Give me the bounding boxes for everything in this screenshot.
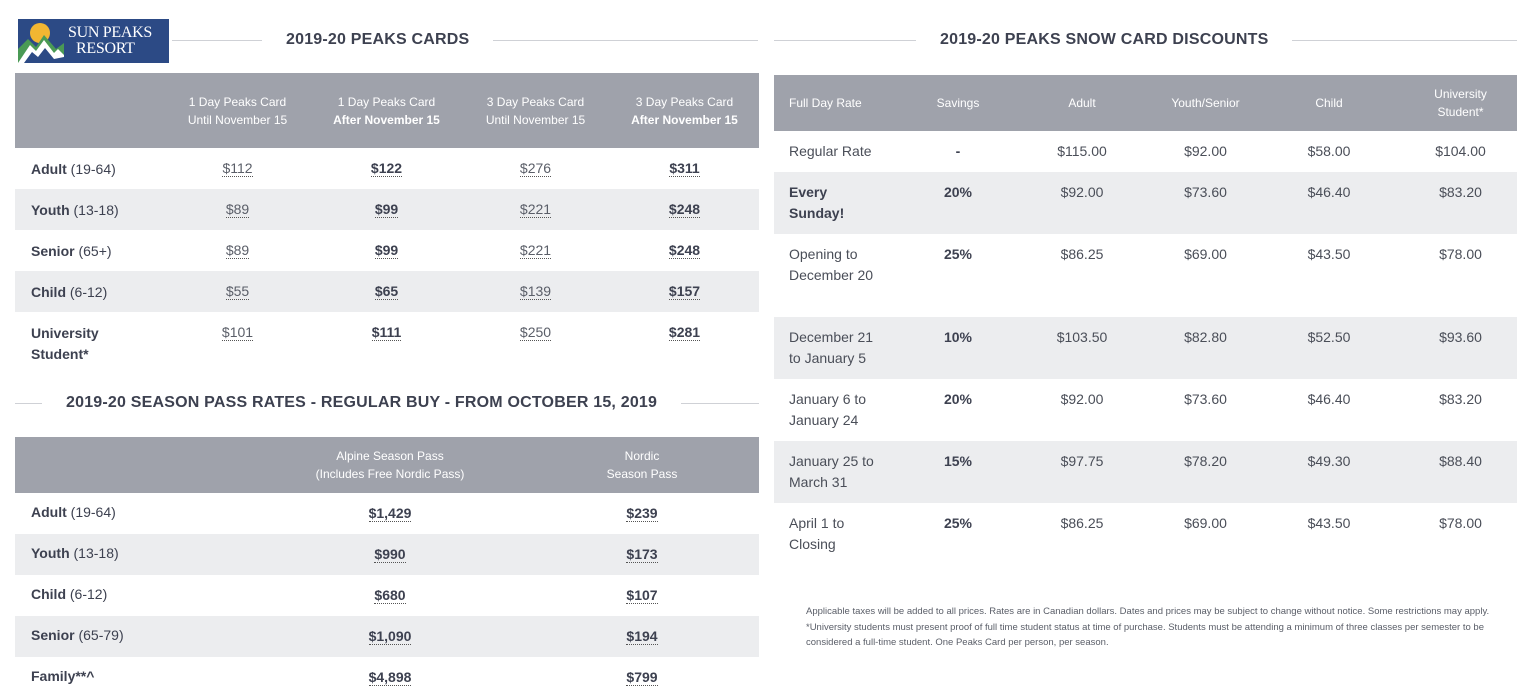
price-value[interactable]: $248	[668, 242, 701, 258]
price-value[interactable]: $221	[519, 242, 552, 258]
season-pass-title: 2019-20 SEASON PASS RATES - REGULAR BUY - FROM OCTOBER 15, 2019	[66, 394, 658, 411]
price-cell: $78.00	[1439, 515, 1482, 531]
table-row	[15, 148, 759, 189]
rate-period: Every Sunday!	[774, 172, 909, 234]
row-range: (13-18)	[73, 202, 119, 218]
peaks-cards-header	[172, 31, 758, 49]
price-cell: $104.00	[1435, 143, 1486, 159]
price-cell	[610, 148, 759, 189]
col-1day-until: 1 Day Peaks Card Until November 15	[163, 73, 312, 148]
logo-text	[68, 25, 152, 57]
row-label	[15, 575, 255, 616]
price-cell	[525, 534, 759, 575]
col-alpine: Alpine Season Pass (Includes Free Nordic Pass)	[255, 437, 525, 493]
price-value[interactable]: $1,090	[368, 628, 412, 644]
mountain-logo-icon	[18, 19, 64, 63]
savings-cell: 20%	[943, 391, 973, 407]
price-cell	[255, 616, 525, 657]
snow-card-header-row	[774, 75, 1517, 131]
logo-line1: SUN PEAKS	[68, 24, 152, 41]
divider	[493, 40, 758, 41]
rate-period: January 6 to January 24	[789, 391, 867, 428]
price-value[interactable]: $173	[626, 546, 658, 562]
price-cell	[255, 493, 525, 534]
row-label	[15, 189, 163, 230]
price-value[interactable]: $276	[519, 160, 552, 176]
col-full-day-rate: Full Day Rate	[774, 75, 909, 131]
price-value[interactable]: $250	[519, 324, 552, 340]
table-row	[774, 317, 1517, 379]
snow-card-title: 2019-20 PEAKS SNOW CARD DISCOUNTS	[940, 31, 1269, 48]
col-3day-after: 3 Day Peaks Card After November 15	[610, 73, 759, 148]
price-cell: $97.75	[1007, 441, 1157, 503]
price-value[interactable]: $139	[519, 283, 552, 299]
col-youth-senior: Youth/Senior	[1157, 75, 1254, 131]
price-value[interactable]: $680	[374, 587, 406, 603]
price-value[interactable]: $4,898	[368, 669, 412, 685]
row-range: (65+)	[78, 243, 112, 259]
price-cell	[461, 230, 610, 271]
price-cell	[312, 148, 461, 189]
price-cell: $46.40	[1307, 391, 1351, 407]
table-row	[15, 271, 759, 312]
price-value[interactable]: $281	[668, 324, 701, 340]
row-label	[15, 493, 255, 534]
price-cell: $69.00	[1184, 246, 1227, 262]
col-child: Child	[1254, 75, 1404, 131]
price-cell	[525, 657, 759, 698]
col-1day-after: 1 Day Peaks Card After November 15	[312, 73, 461, 148]
divider	[681, 403, 759, 404]
row-name: Youth	[31, 202, 70, 218]
price-cell: $46.40	[1254, 172, 1404, 234]
table-row	[774, 441, 1517, 503]
price-cell	[610, 271, 759, 312]
row-label	[15, 657, 255, 698]
price-cell	[461, 312, 610, 368]
price-cell: $92.00	[1007, 172, 1157, 234]
price-value[interactable]: $990	[374, 546, 406, 562]
rate-period: January 25 to March 31	[774, 441, 909, 503]
row-name: Senior	[31, 243, 75, 259]
row-label	[15, 616, 255, 657]
price-value[interactable]: $221	[519, 201, 552, 217]
row-label	[15, 148, 163, 189]
peaks-cards-header-row	[15, 73, 759, 148]
price-cell	[163, 189, 312, 230]
table-row	[15, 230, 759, 271]
price-cell: $92.00	[1060, 391, 1104, 407]
price-cell	[525, 575, 759, 616]
row-name: Adult	[31, 504, 67, 520]
price-cell	[525, 616, 759, 657]
table-row	[15, 616, 759, 657]
price-cell	[312, 230, 461, 271]
price-cell	[525, 493, 759, 534]
price-cell: $78.20	[1157, 441, 1254, 503]
row-label	[15, 230, 163, 271]
price-cell	[610, 230, 759, 271]
price-value[interactable]: $99	[374, 242, 399, 258]
col-savings: Savings	[909, 75, 1007, 131]
row-name: University Student*	[31, 325, 99, 362]
price-cell: $88.40	[1404, 441, 1517, 503]
price-cell: $69.00	[1184, 515, 1227, 531]
row-range: (19-64)	[70, 161, 116, 177]
rate-period: Opening to December 20	[789, 246, 874, 283]
row-name: Senior	[31, 627, 75, 643]
price-value[interactable]: $311	[669, 160, 700, 176]
row-range: (65-79)	[78, 627, 124, 643]
price-cell: $103.50	[1007, 317, 1157, 379]
price-cell: $43.50	[1307, 246, 1351, 262]
row-label	[15, 534, 255, 575]
price-cell	[163, 312, 312, 368]
price-cell	[312, 189, 461, 230]
table-row	[15, 312, 759, 368]
savings-cell: -	[955, 143, 961, 159]
row-range: (19-64)	[70, 504, 116, 520]
price-cell	[255, 534, 525, 575]
peaks-cards-title: 2019-20 PEAKS CARDS	[286, 31, 470, 48]
price-cell: $78.00	[1439, 246, 1482, 262]
price-cell	[610, 189, 759, 230]
corner-cell	[15, 437, 255, 493]
price-cell	[461, 148, 610, 189]
price-value[interactable]: $99	[374, 201, 399, 217]
table-row	[15, 493, 759, 534]
table-row	[774, 172, 1517, 234]
sun-peaks-logo[interactable]	[18, 19, 169, 63]
table-row	[774, 379, 1517, 441]
row-range: (13-18)	[73, 545, 119, 561]
table-row	[774, 503, 1517, 565]
footnote: Applicable taxes will be added to all prices. Rates are in Canadian dollars. Dates and prices may be subject to change without notice. Some restrictions may apply. *University students must present proof of full time student status at time of purchase. Students must be attending a minimum of three classes per semester to be considered a full-time student. One Peaks Card per person, per season.	[806, 606, 1490, 648]
price-cell	[163, 230, 312, 271]
table-row	[774, 234, 1517, 317]
peaks-cards-table	[15, 73, 759, 368]
price-cell: $43.50	[1307, 515, 1351, 531]
row-label	[15, 312, 163, 368]
price-value[interactable]: $112	[222, 160, 253, 176]
price-value[interactable]: $107	[626, 587, 658, 603]
price-value[interactable]: $55	[225, 283, 250, 299]
col-adult: Adult	[1007, 75, 1157, 131]
snow-card-header	[774, 31, 1517, 49]
col-3day-until: 3 Day Peaks Card Until November 15	[461, 73, 610, 148]
price-value[interactable]: $65	[374, 283, 399, 299]
savings-cell: 10%	[909, 317, 1007, 379]
price-cell: $73.60	[1157, 172, 1254, 234]
price-cell: $92.00	[1184, 143, 1227, 159]
price-cell	[312, 312, 461, 368]
price-value[interactable]: $194	[626, 628, 658, 644]
price-cell	[461, 189, 610, 230]
logo-line2: RESORT	[76, 40, 135, 57]
corner-cell	[15, 73, 163, 148]
price-cell: $83.20	[1439, 391, 1482, 407]
price-cell	[163, 271, 312, 312]
savings-cell: 15%	[909, 441, 1007, 503]
price-value[interactable]: $89	[225, 201, 250, 217]
price-value[interactable]: $1,429	[368, 505, 412, 521]
price-cell	[255, 657, 525, 698]
table-row	[15, 189, 759, 230]
season-pass-table	[15, 437, 759, 698]
price-value[interactable]: $157	[668, 283, 701, 299]
row-name: Child	[31, 586, 66, 602]
price-cell: $52.50	[1254, 317, 1404, 379]
divider	[15, 403, 42, 404]
price-cell: $82.80	[1157, 317, 1254, 379]
price-cell	[163, 148, 312, 189]
table-row	[774, 131, 1517, 172]
row-name: Family**^	[31, 668, 95, 684]
price-cell: $73.60	[1184, 391, 1227, 407]
price-cell	[255, 575, 525, 616]
row-name: Youth	[31, 545, 70, 561]
rate-period: April 1 to Closing	[789, 515, 845, 552]
price-cell: $49.30	[1254, 441, 1404, 503]
season-pass-header-row	[15, 437, 759, 493]
divider	[774, 40, 916, 41]
price-cell	[610, 312, 759, 368]
table-row	[15, 657, 759, 698]
row-label	[15, 271, 163, 312]
price-value[interactable]: $111	[371, 324, 402, 340]
price-cell: $115.00	[1057, 143, 1107, 159]
col-nordic: Nordic Season Pass	[525, 437, 759, 493]
price-cell: $93.60	[1404, 317, 1517, 379]
price-value[interactable]: $799	[626, 669, 658, 685]
row-name: Child	[31, 284, 66, 300]
price-value[interactable]: $239	[626, 505, 658, 521]
price-cell	[312, 271, 461, 312]
table-row	[15, 534, 759, 575]
divider	[1292, 40, 1517, 41]
rate-period: December 21 to January 5	[774, 317, 909, 379]
table-row	[15, 575, 759, 616]
price-cell: $58.00	[1307, 143, 1351, 159]
snow-card-table	[774, 75, 1517, 565]
rate-period: Regular Rate	[789, 143, 872, 159]
season-pass-header	[15, 394, 759, 412]
row-range: (6-12)	[69, 284, 108, 300]
divider	[172, 40, 262, 41]
price-cell: $86.25	[1060, 246, 1104, 262]
price-cell: $83.20	[1404, 172, 1517, 234]
price-value[interactable]: $248	[668, 201, 701, 217]
col-university: University Student*	[1404, 75, 1517, 131]
price-value[interactable]: $101	[221, 324, 254, 340]
price-value[interactable]: $89	[225, 242, 250, 258]
price-value[interactable]: $122	[370, 160, 403, 176]
savings-cell: 25%	[943, 246, 973, 262]
price-cell: $86.25	[1060, 515, 1104, 531]
price-cell	[461, 271, 610, 312]
row-name: Adult	[31, 161, 67, 177]
savings-cell: 20%	[909, 172, 1007, 234]
row-range: (6-12)	[69, 586, 108, 602]
savings-cell: 25%	[943, 515, 973, 531]
